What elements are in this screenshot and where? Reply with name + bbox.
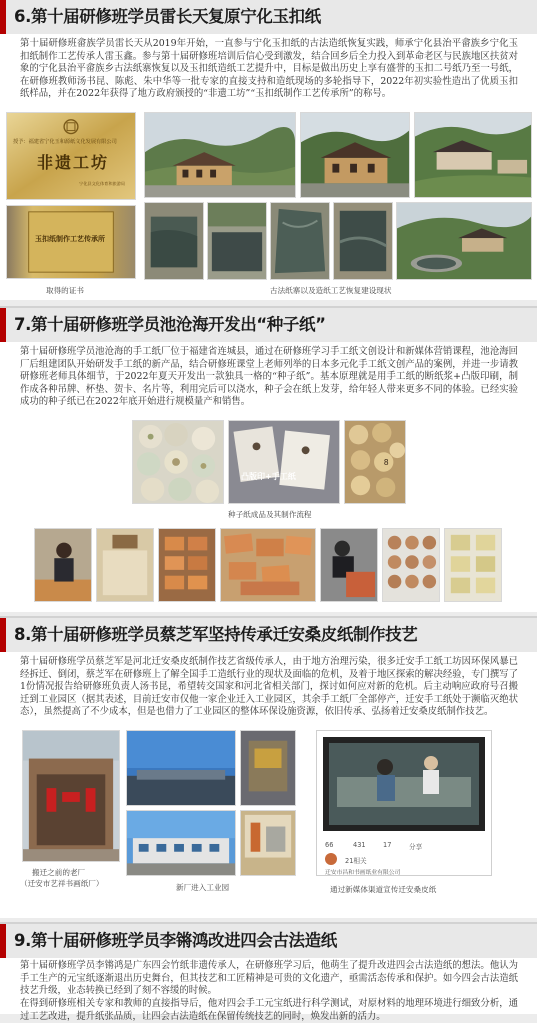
village-house-photo-3: [414, 112, 532, 198]
process-photo-1: [34, 528, 92, 602]
section-8: [0, 616, 537, 918]
old-factory-caption-1: 搬迁之前的老厂: [32, 868, 86, 877]
section-9-header: [0, 922, 537, 958]
paper-pool-photo-4: [333, 202, 393, 280]
section-9: [0, 922, 537, 1022]
media-star-count: 17: [383, 841, 392, 849]
plaque-main-text: 非遗工坊: [37, 153, 110, 172]
seed-paper-coasters-photo: [132, 420, 224, 504]
new-factory-photo-3: [126, 810, 236, 876]
media-screenshot: [316, 730, 492, 876]
new-factory-photo-2: [240, 730, 296, 806]
village-house-photo-2: [300, 112, 410, 198]
plaque-small-text: 宁化县文化体育和旅游局: [79, 181, 126, 186]
section-9-body-2: 在得到研修班相关专家和教师的直接指导后，他对四会手工元宝纸进行科学测试，对原材料的地理环境进行细致分析，通过工艺改进，提升纸张品质，让四会古法造纸在保留传统技艺的同时，焕发出新的活力。: [20, 998, 518, 1022]
section-9-body: 第十届研修班学员李锵鸿是广东四会竹纸非遗传承人，在研修班学习后，他萌生了提升改进四会古法造纸的想法。他认为手工生产的元宝纸逐渐退出历史舞台，但其技艺和工匠精神是可贵的文化遗产，亟需活态传承和保护。如今四会古法造纸技艺升级，业态转换已经到了刻不容缓的时候。: [20, 960, 518, 997]
seed-paper-photo-label: 凸版印+手工纸: [241, 472, 296, 481]
section-7-title: 7.第十届研修班学员池沧海开发出“种子纸”: [14, 315, 326, 334]
process-photo-3: [158, 528, 216, 602]
paper-pool-photo-3: [270, 202, 330, 280]
header-accent-bar: [0, 308, 6, 342]
certificate-plaque-photo: [6, 112, 136, 200]
process-photo-5: [320, 528, 378, 602]
media-comment-count: 431: [353, 841, 366, 849]
process-photo-2: [96, 528, 154, 602]
village-caption: 古法纸寨以及造纸工艺恢复建设现状: [270, 286, 392, 295]
header-accent-bar: [0, 924, 6, 958]
old-factory-photo: [22, 730, 120, 862]
new-factory-photo-4: [240, 810, 296, 876]
header-accent-bar: [0, 618, 6, 652]
new-factory-caption: 新厂进入工业园: [176, 883, 230, 892]
media-views: 21相关: [345, 857, 367, 865]
new-factory-photo-1: [126, 730, 236, 806]
svg-text:8: 8: [383, 457, 389, 467]
section-6-title: 6.第十届研修班学员雷长天复原宁化玉扣纸: [14, 7, 321, 26]
media-caption: 通过新媒体渠道宣传迁安桑皮纸: [330, 885, 437, 894]
process-photo-6: [382, 528, 440, 602]
heritage-plaque-photo: [6, 205, 136, 279]
old-factory-caption-2: （迁安市艺祥书画纸厂）: [20, 879, 104, 888]
process-photo-7: [444, 528, 502, 602]
media-like-count: 66: [325, 841, 334, 849]
seed-paper-rolls-photo: [344, 420, 406, 504]
section-6-header: [0, 0, 537, 34]
paper-pool-photo-5: [396, 202, 532, 280]
plaque-top-text: 授予：福建省宁化玉和源纸文化发展有限公司: [13, 139, 117, 145]
certificate-caption: 取得的证书: [46, 286, 84, 295]
process-photo-4: [220, 528, 316, 602]
paper-pool-photo-2: [207, 202, 267, 280]
section-7-header: [0, 306, 537, 342]
plaque-2-text: 玉扣纸制作工艺传承所: [35, 235, 105, 243]
media-avatar: [325, 853, 337, 865]
seed-paper-caption: 种子纸成品及其制作流程: [228, 510, 312, 519]
section-9-title: 9.第十届研修班学员李锵鸿改进四会古法造纸: [14, 931, 337, 950]
section-8-header: [0, 616, 537, 652]
section-7-body: 第十届研修班学员池沧海的手工纸厂位于福建省连城县，通过在研修班学习手工纸文创设计和新媒体营销课程，池沧海回厂后组建团队开始研发手工纸的新产品，结合研修班课堂上老师列举的日本多元化手工纸文创产品的案例，并进一步请教研修班老师具体细节，于2022年夏天开发出一款独具一格的“种子纸”。基本原理就是用手工纸的断纸浆+凸版印刷，制作成各种吊牌、杯垫、贺卡、名片等，利用完后可以浇水，种子会在纸上发芽，给年轻人带来更多不同的体验。已经实验成功的种子纸已在2022年底开始进行规模量产和销售。: [20, 346, 518, 408]
section-6-body: 第十届研修班畲族学员雷长天从2019年开始，一直参与宁化玉扣纸的古法造纸恢复实践，师承宁化县治平畲族乡宁化玉扣纸制作工艺传承人雷玉鑫。参与第十届研修班培训后信心受到激发，结合回乡后全力投入到革命老区与民族地区扶贫对象的宁化县治平畲族乡古法纸寨恢复以及玉扣纸造纸工艺提升中，目标是做出历史上享有盛誉的玉扣二号纸乃至一号纸，在研修班教师汤书昆、陈彪、朱中华等一批专家的直接支持和造纸现场的多轮指导下，2022年初实验性造出了优质玉扣纸样品，并在2022年获得了地方政府颁授的“非遗工坊”“玉扣纸制作工艺传承所”的称号。: [20, 38, 518, 100]
media-share-label: 分享: [409, 843, 423, 851]
section-7: [0, 306, 537, 612]
section-8-title: 8.第十届研修班学员蔡芝军坚持传承迁安桑皮纸制作技艺: [14, 625, 418, 644]
seed-paper-tags-photo: [228, 420, 340, 504]
header-accent-bar: [0, 0, 6, 34]
village-house-photo-1: [144, 112, 296, 198]
media-video-frame: [323, 737, 485, 831]
section-8-body: 第十届研修班学员蔡芝军是河北迁安桑皮纸制作技艺省级传承人，由于地方治理污染，很多迁安手工纸工坊因环保风暴已经拆迁、倒闭，蔡芝军在研修班上了解全国手工造纸行业的现状及面临的危机，及着于地区探索的解决经验，专门撰写了1份情况报告给研修班负责人汤书昆，希望转交国家和河北省相关部门，探讨如何应对新的危机。后主动响应政府号召搬迁到工业园区（据其表述，目前迁安市仅他一家企业迁入工业园区，其余手工纸厂全部停产，迁安手工纸处于濒临灭绝状态），虽然提高了不少成本，但是也借力了工业园区的整体环保设施资源，依旧传承、弘扬着迁安桑皮纸制作技艺。: [20, 656, 518, 718]
media-company-name: 迁安市昌和书画纸业有限公司: [325, 870, 401, 876]
paper-pool-photo-1: [144, 202, 204, 280]
section-6: [0, 0, 537, 300]
